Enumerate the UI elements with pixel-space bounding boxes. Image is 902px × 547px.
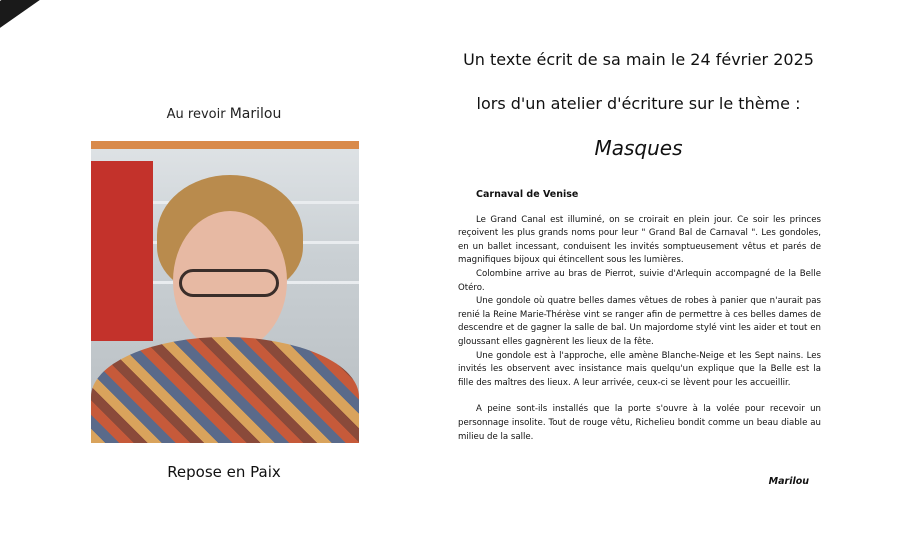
mourning-ribbon: [0, 0, 114, 40]
story-body: [458, 188, 821, 444]
photo-red-coat: [91, 161, 153, 341]
farewell-prefix: Au revoir: [166, 107, 226, 122]
photo-glasses: [179, 269, 279, 297]
story-paragraph: Colombine arrive au bras de Pierrot, suivie d'Arlequin accompagné de la Belle Otéro.: [458, 268, 821, 293]
closing-caption: Repose en Paix: [167, 463, 281, 481]
photo-background-stripe: [91, 141, 359, 149]
story-title: Carnaval de Venise: [476, 189, 579, 200]
story-paragraph: Une gondole où quatre belles dames vêtues de robes à panier que n'aurait pas renié la Reine Marie-Thérèse vint se ranger afin de permettre à ces belles dames de descendre et de gagner la salle de bal. Un majordome stylé vint les aider et tout en gloussant elles gagnèrent les lieux de la fête.: [458, 296, 821, 347]
farewell-caption: [90, 106, 358, 122]
portrait-photo: [91, 141, 359, 443]
farewell-name: Marilou: [229, 106, 282, 122]
theme-title: Masques: [594, 136, 683, 160]
story-paragraph: Le Grand Canal est illuminé, on se croirait en plein jour. Ce soir les princes reçoivent les plus grands noms pour leur " Grand Bal de Carnaval ". Les gondoles, en un ballet incessant, conduisent les invités somptueusement vêtus et parés de magnifiques bijoux qui étincellent sous les lumières.: [458, 214, 821, 266]
story-paragraph: Une gondole est à l'approche, elle amène Blanche-Neige et les Sept nains. Les invités les observent avec insistance mais quelqu'un explique que la Belle est la fille des maîtres des lieux. A leur arrivée, ceux-ci se lèvent pour les accueillir.: [458, 350, 821, 388]
heading-line-1: Un texte écrit de sa main le 24 février 2025: [463, 50, 814, 69]
photo-patterned-blouse: [91, 337, 359, 443]
story-paragraph: A peine sont-ils installés que la porte s'ouvre à la volée pour recevoir un personnage insolite. Tout de rouge vêtu, Richelieu bondit comme un beau diable au milieu de la salle.: [458, 404, 821, 442]
author-signature: Marilou: [768, 476, 809, 487]
heading-line-2: lors d'un atelier d'écriture sur le thème :: [476, 94, 801, 113]
